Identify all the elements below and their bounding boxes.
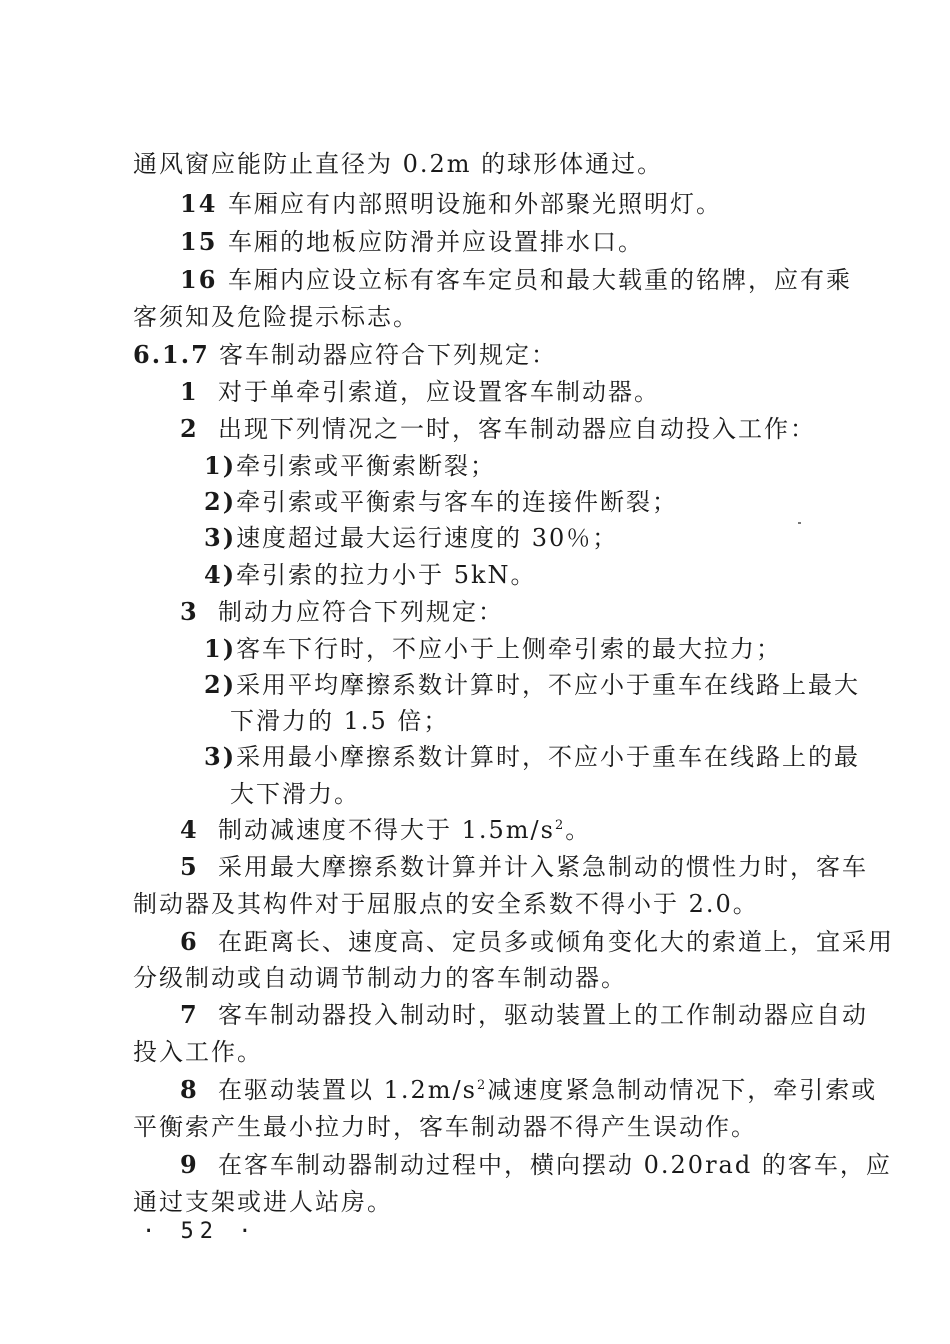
clause-number: 14 bbox=[180, 189, 218, 218]
subitem-number: 2) bbox=[204, 487, 237, 516]
clause-16 bbox=[180, 265, 852, 295]
clause-14 bbox=[180, 189, 722, 219]
item-number: 6 bbox=[180, 927, 199, 956]
item-number: 9 bbox=[180, 1150, 199, 1179]
subitem-number: 2) bbox=[204, 670, 237, 699]
item-text: 通过支架或进人站房。 bbox=[133, 1188, 393, 1216]
subitem bbox=[204, 742, 860, 772]
subitem bbox=[204, 634, 782, 664]
item-1 bbox=[180, 377, 660, 407]
paragraph-text: 通风窗应能防止直径为 0.2m 的球形体通过。 bbox=[133, 150, 664, 178]
item-number: 3 bbox=[180, 597, 199, 626]
item-text: 平衡索产生最小拉力时，客车制动器不得产生误动作。 bbox=[133, 1113, 757, 1141]
subitem bbox=[204, 560, 537, 590]
item-text: 在驱动装置以 1.2m/s bbox=[218, 1076, 477, 1104]
clause-text: 车厢的地板应防滑并应设置排水口。 bbox=[228, 228, 644, 256]
item-text: 投入工作。 bbox=[133, 1038, 263, 1066]
clause-number: 15 bbox=[180, 227, 218, 256]
item-text: 采用最大摩擦系数计算并计入紧急制动的惯性力时，客车 bbox=[218, 853, 868, 881]
subitem-number: 4) bbox=[204, 560, 237, 589]
item-text-end: 减速度紧急制动情况下，牵引索或 bbox=[487, 1076, 878, 1104]
item-5 bbox=[180, 852, 868, 882]
subitem-continued bbox=[230, 706, 449, 736]
item-text: 出现下列情况之一时，客车制动器应自动投入工作： bbox=[218, 415, 816, 443]
clause-16-continued bbox=[133, 302, 419, 332]
item-7-continued bbox=[133, 1037, 263, 1067]
item-text: 在距离长、速度高、定员多或倾角变化大的索道上，宜采用 bbox=[218, 928, 894, 956]
subitem-number: 3) bbox=[204, 523, 237, 552]
item-2 bbox=[180, 414, 816, 444]
item-7 bbox=[180, 1000, 868, 1030]
item-number: 2 bbox=[180, 414, 199, 443]
item-text: 制动减速度不得大于 1.5m/s bbox=[218, 816, 555, 844]
subitem-text: 下滑力的 1.5 倍； bbox=[230, 707, 450, 735]
item-6 bbox=[180, 927, 894, 957]
section-number: 6.1.7 bbox=[133, 340, 210, 369]
item-text: 对于单牵引索道，应设置客车制动器。 bbox=[218, 378, 660, 406]
item-6-continued bbox=[133, 963, 627, 993]
clause-15 bbox=[180, 227, 644, 257]
item-number: 5 bbox=[180, 852, 199, 881]
subitem-number: 1) bbox=[204, 634, 237, 663]
page-number: · 52 · bbox=[142, 1219, 258, 1244]
item-9 bbox=[180, 1150, 892, 1180]
item-text: 分级制动或自动调节制动力的客车制动器。 bbox=[133, 964, 627, 992]
item-8-continued bbox=[133, 1112, 757, 1142]
subitem bbox=[204, 670, 860, 700]
item-text: 制动器及其构件对于屈服点的安全系数不得小于 2.0。 bbox=[133, 890, 759, 918]
clause-text: 客须知及危险提示标志。 bbox=[133, 303, 419, 331]
scan-speck bbox=[798, 522, 801, 524]
paragraph-line bbox=[133, 149, 663, 179]
item-text: 在客车制动器制动过程中，横向摆动 0.20rad 的客车，应 bbox=[218, 1151, 892, 1179]
subitem-text: 大下滑力。 bbox=[230, 780, 360, 808]
subitem-text: 采用最小摩擦系数计算时，不应小于重车在线路上的最 bbox=[236, 743, 861, 771]
subitem-text: 速度超过最大运行速度的 30％； bbox=[236, 524, 619, 552]
subitem-number: 1) bbox=[204, 451, 237, 480]
superscript: 2 bbox=[554, 818, 566, 833]
section-heading bbox=[133, 340, 557, 370]
subitem bbox=[204, 487, 678, 517]
superscript: 2 bbox=[476, 1078, 488, 1093]
subitem-text: 牵引索或平衡索与客车的连接件断裂； bbox=[236, 488, 679, 516]
item-text-end: 。 bbox=[565, 816, 592, 844]
item-text: 制动力应符合下列规定： bbox=[218, 598, 504, 626]
item-9-continued bbox=[133, 1187, 393, 1217]
subitem-text: 牵引索或平衡索断裂； bbox=[236, 452, 497, 480]
item-5-continued bbox=[133, 889, 759, 919]
item-text: 客车制动器投入制动时，驱动装置上的工作制动器应自动 bbox=[218, 1001, 868, 1029]
subitem-continued bbox=[230, 779, 360, 809]
subitem bbox=[204, 451, 496, 481]
subitem-text: 客车下行时，不应小于上侧牵引索的最大拉力； bbox=[236, 635, 783, 663]
item-3 bbox=[180, 597, 504, 627]
clause-text: 车厢内应设立标有客车定员和最大载重的铭牌，应有乘 bbox=[228, 266, 852, 294]
subitem bbox=[204, 523, 618, 553]
subitem-text: 牵引索的拉力小于 5kN。 bbox=[236, 561, 537, 589]
item-number: 1 bbox=[180, 377, 199, 406]
item-number: 7 bbox=[180, 1000, 199, 1029]
subitem-number: 3) bbox=[204, 742, 237, 771]
subitem-text: 采用平均摩擦系数计算时，不应小于重车在线路上最大 bbox=[236, 671, 861, 699]
clause-number: 16 bbox=[180, 265, 218, 294]
item-number: 4 bbox=[180, 815, 199, 844]
item-number: 8 bbox=[180, 1075, 199, 1104]
clause-text: 车厢应有内部照明设施和外部聚光照明灯。 bbox=[228, 190, 722, 218]
section-title: 客车制动器应符合下列规定： bbox=[219, 341, 557, 369]
item-4 bbox=[180, 815, 591, 845]
item-8 bbox=[180, 1075, 877, 1105]
